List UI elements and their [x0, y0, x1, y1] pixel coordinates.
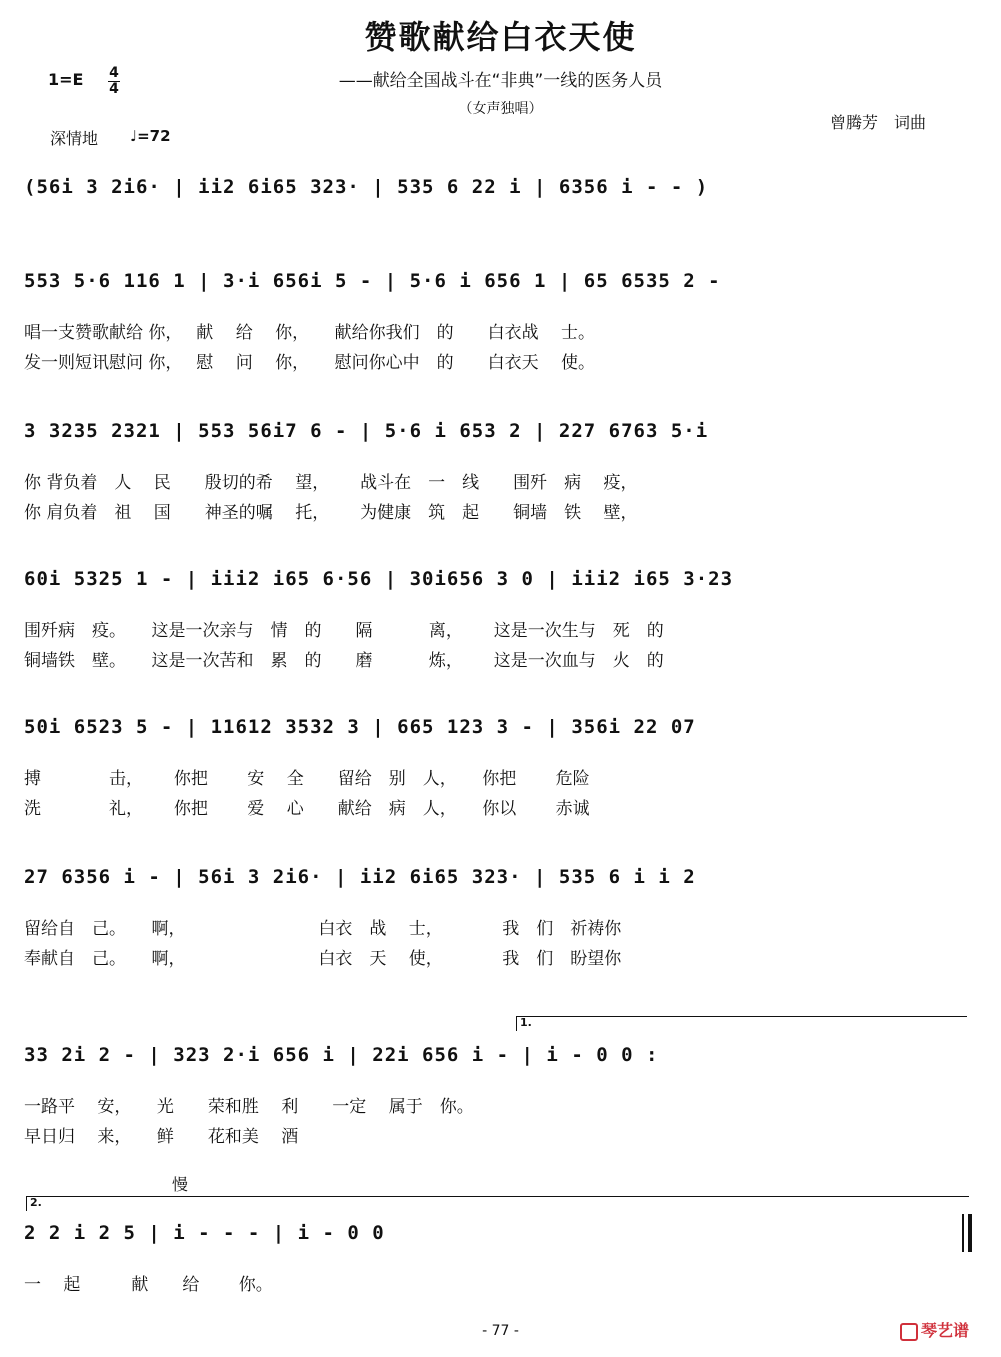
- lyrics-verse-1: 一 起 献 给 你。: [24, 1275, 273, 1295]
- tempo-number: =72: [137, 127, 171, 145]
- performance-note: （女声独唱）: [458, 101, 543, 117]
- notation-line: 33 2i 2 - | 323 2·i 656 i | 22i 656 i - | i - 0 0 :: [24, 1044, 659, 1066]
- composer-credit: 曾腾芳 词曲: [830, 113, 927, 132]
- lyrics-verse-1: 你 背负着 人 民 殷切的希 望， 战斗在 一 线 围歼 病 疫，: [24, 473, 638, 493]
- lyrics-verse-2: 你 肩负着 祖 国 神圣的嘱 托， 为健康 筑 起 铜墙 铁 壁，: [24, 503, 638, 523]
- lyrics-verse-2: 早日归 来， 鲜 花和美 酒: [24, 1127, 299, 1147]
- piano-logo-icon: [900, 1323, 918, 1341]
- lyrics-verse-1: 搏 击， 你把 安 全 留给 别 人， 你把 危险: [24, 769, 590, 789]
- lyrics-verse-2: 奉献自 己。 啊， 白衣 天 使， 我 们 盼望你: [24, 949, 622, 969]
- final-barline: [962, 1214, 964, 1252]
- notation-line: 60i 5325 1 - | iii2 i65 6·56 | 30i656 3 0 | iii2 i65 3·23: [24, 568, 734, 590]
- time-signature-top: 4: [109, 65, 119, 81]
- notation-line: 27 6356 i - | 56i 3 2i6· | ii2 6i65 323· | 535 6 i i 2: [24, 866, 696, 888]
- lyrics-verse-2: 发一则短讯慰问 你， 慰 问 你， 慰问你心中 的 白衣天 使。: [24, 353, 596, 373]
- time-signature-bottom: 4: [109, 81, 119, 97]
- lyrics-verse-1: 围歼病 疫。 这是一次亲与 情 的 隔 离， 这是一次生与 死 的: [24, 621, 664, 641]
- volta-bracket-1: [516, 1016, 967, 1031]
- notation-line: (56i 3 2i6· | ii2 6i65 323· | 535 6 22 i | 6356 i - - ): [24, 176, 709, 198]
- notation-line: 3 3235 2321 | 553 56i7 6 - | 5·6 i 653 2 | 227 6763 5·i: [24, 420, 709, 442]
- notation-line: 2 2 i 2 5 | i - - - | i - 0 0: [24, 1222, 385, 1244]
- volta-number: 2.: [30, 1196, 42, 1209]
- lyrics-verse-1: 留给自 己。 啊， 白衣 战 士， 我 们 祈祷你: [24, 919, 622, 939]
- song-title: 赞歌献给白衣天使: [364, 18, 637, 56]
- lyrics-verse-1: 一路平 安， 光 荣和胜 利 一定 属于 你。: [24, 1097, 474, 1117]
- song-subtitle: ——献给全国战斗在“非典”一线的医务人员: [338, 71, 663, 91]
- lyrics-verse-2: 洗 礼， 你把 爱 心 献给 病 人， 你以 赤诚: [24, 799, 590, 819]
- tempo-marking: 深情地: [50, 129, 99, 148]
- volta-number: 1.: [520, 1016, 532, 1029]
- quarter-note-icon: ♩: [130, 127, 138, 145]
- time-signature: [108, 66, 120, 97]
- notation-line: 553 5·6 116 1 | 3·i 656i 5 - | 5·6 i 656 1 | 65 6535 2 -: [24, 270, 721, 292]
- tempo-change-slow: 慢: [172, 1175, 189, 1194]
- tempo-value: [130, 127, 171, 145]
- notation-line: 50i 6523 5 - | 11612 3532 3 | 665 123 3 - | 356i 22 07: [24, 716, 696, 738]
- lyrics-verse-2: 铜墙铁 壁。 这是一次苦和 累 的 磨 炼， 这是一次血与 火 的: [24, 651, 664, 671]
- key-signature: 1=E: [48, 70, 84, 89]
- watermark-text: 琴艺谱: [921, 1321, 970, 1340]
- volta-bracket-2: [26, 1196, 969, 1211]
- final-barline-thick: [968, 1214, 972, 1252]
- lyrics-verse-1: 唱一支赞歌献给 你， 献 给 你， 献给你我们 的 白衣战 士。: [24, 323, 596, 343]
- page-number: - 77 -: [482, 1323, 519, 1339]
- watermark-logo: [900, 1318, 969, 1341]
